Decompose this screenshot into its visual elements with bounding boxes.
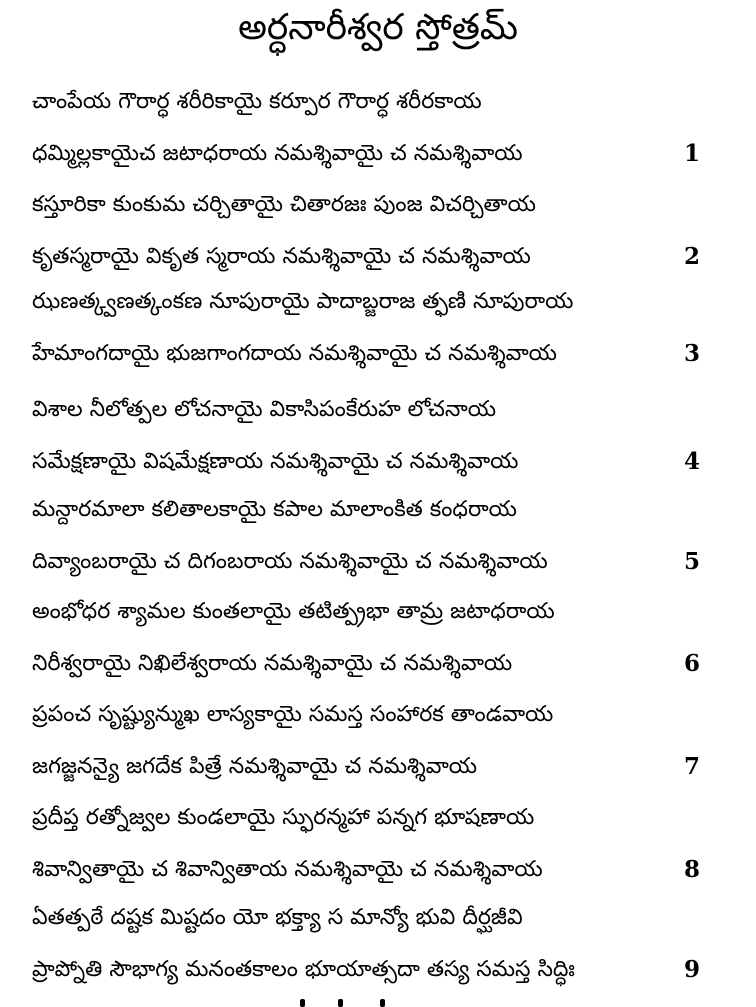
verse-line-2: సమేక్షణాయై విషమేక్షణాయ నమశ్శివాయై చ నమశ్శివాయ — [32, 449, 519, 474]
verse-line-1: చాంపేయ గౌరార్ధ శరీరికాయై కర్పూర గౌరార్ధ శరీరకాయ — [32, 89, 482, 114]
verse-line-1: విశాల నీలోత్పల లోచనాయై వికాసిపంకేరుహ లోచనాయ — [32, 397, 497, 422]
verse-number: 7 — [684, 753, 701, 780]
cut-off-text-marks — [300, 997, 420, 1007]
page-title: అర్ధనారీశ్వర స్తోత్రమ్ — [238, 7, 518, 48]
verse-line-1: మన్దారమాలా కలితాలకాయై కపాల మాలాంకిత కంధరాయ — [32, 497, 517, 522]
verse-number: 1 — [684, 140, 701, 167]
verse-line-1: అంభోధర శ్యామల కుంతలాయై తటిత్ప్రభా తామ్ర జటాధరాయ — [32, 599, 555, 624]
verse-number: 2 — [684, 243, 701, 270]
verse-line-2: హేమాంగదాయై భుజగాంగదాయ నమశ్శివాయై చ నమశ్శివాయ — [32, 341, 557, 366]
verse-line-1: ఝణత్క్వణత్కంకణ నూపురాయై పాదాబ్జరాజ త్ఫణి నూపురాయ — [32, 289, 574, 314]
verse-number: 9 — [684, 956, 701, 983]
verse-number: 5 — [684, 548, 701, 575]
verse-line-2: ప్రాప్నోతి సౌభాగ్య మనంతకాలం భూయాత్సదా తస్య సమస్త సిద్ధిః — [32, 957, 575, 982]
verse-number: 3 — [684, 340, 701, 367]
verse-line-1: కస్తూరికా కుంకుమ చర్చితాయై చితారజః పుంజ విచర్చితాయ — [32, 192, 536, 217]
verse-line-1: ప్రపంచ సృష్ట్యున్ముఖ లాస్యకాయై సమస్త సంహారక తాండవాయ — [32, 702, 554, 727]
verse-number: 4 — [684, 448, 701, 475]
verse-line-2: శివాన్వితాయై చ శివాన్వితాయ నమశ్శివాయై చ నమశ్శివాయ — [32, 857, 543, 882]
verse-line-2: జగజ్జనన్యై జగదేక పిత్రే నమశ్శివాయై చ నమశ్శివాయ — [32, 754, 478, 779]
verse-line-2: నిరీశ్వరాయై నిఖిలేశ్వరాయ నమశ్శివాయై చ నమశ్శివాయ — [32, 651, 513, 676]
verse-number: 8 — [684, 856, 701, 883]
verse-number: 6 — [684, 650, 701, 677]
verse-line-1: ప్రదీప్త రత్నోజ్వల కుండలాయై స్ఫురన్మహా పన్నగ భూషణాయ — [32, 805, 535, 830]
verse-line-2: ధమ్మిల్లకాయైచ జటాధరాయ నమశ్శివాయై చ నమశ్శివాయ — [32, 141, 523, 166]
verse-line-2: దివ్యాంబరాయై చ దిగంబరాయ నమశ్శివాయై చ నమశ్శివాయ — [32, 549, 548, 574]
verse-line-2: కృతస్మరాయై వికృత స్మరాయ నమశ్శివాయై చ నమశ్శివాయ — [32, 244, 531, 269]
verse-line-1: ఏతత్పఠే దష్టక మిష్టదం యో భక్త్యా స మాన్యో భువి దీర్ఘజీవి — [32, 905, 523, 930]
